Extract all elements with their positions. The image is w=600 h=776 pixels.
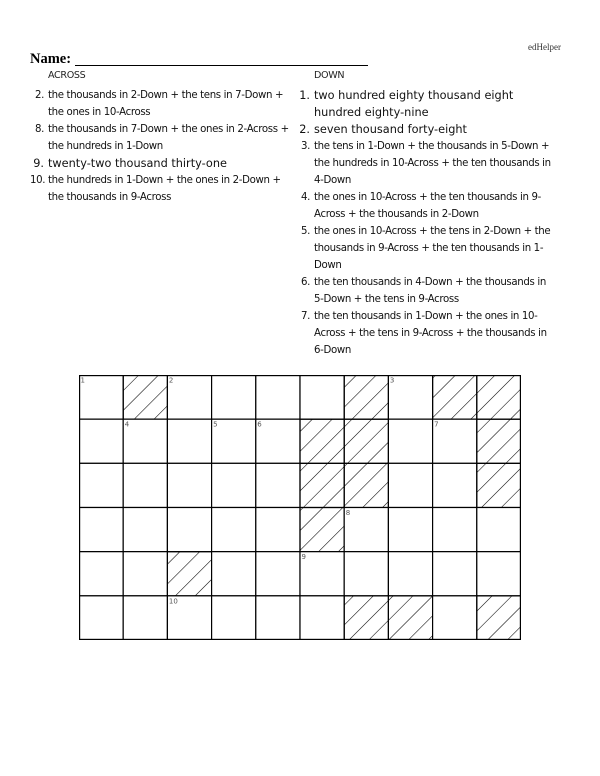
across-clue-8: [30, 121, 292, 155]
down-clue-1: [296, 87, 558, 121]
answer-cell[interactable]: [212, 463, 256, 507]
down-clues: [296, 67, 558, 359]
name-field[interactable]: [75, 65, 368, 66]
answer-cell[interactable]: [477, 508, 521, 552]
across-clue-9: [30, 155, 292, 172]
blocked-cell: [477, 596, 521, 640]
clue-text: the ten thousands in 4-Down + the thousands in 5-Down + the tens in 9-Across: [314, 277, 546, 305]
clue-number: 8.: [34, 124, 44, 135]
cell-number-label: 4: [124, 420, 130, 429]
answer-cell[interactable]: [256, 596, 300, 640]
answer-cell[interactable]: [167, 463, 211, 507]
across-clues: [30, 67, 292, 206]
blocked-cell: [300, 463, 344, 507]
answer-cell[interactable]: [433, 419, 477, 463]
blocked-cell: [344, 463, 388, 507]
answer-cell[interactable]: [123, 419, 167, 463]
clue-number: 3.: [300, 141, 310, 152]
answer-cell[interactable]: [256, 463, 300, 507]
cell-number-label: 1: [80, 376, 85, 385]
answer-cell[interactable]: [300, 552, 344, 596]
down-clue-7: [296, 308, 558, 359]
answer-cell[interactable]: [256, 375, 300, 419]
across-heading: ACROSS: [48, 70, 86, 81]
answer-cell[interactable]: [388, 508, 432, 552]
answer-cell[interactable]: [212, 552, 256, 596]
clue-number: 4.: [300, 192, 310, 203]
cell-number-label: 8: [345, 509, 351, 517]
answer-cell[interactable]: [300, 596, 344, 640]
clue-text: the hundreds in 1-Down + the ones in 2-Down + the thousands in 9-Across: [48, 175, 281, 203]
cell-number-label: 9: [301, 553, 306, 562]
answer-cell[interactable]: [123, 596, 167, 640]
answer-cell[interactable]: [433, 463, 477, 507]
cell-number-label: 10: [168, 597, 178, 606]
answer-cell[interactable]: [388, 375, 432, 419]
blocked-cell: [388, 596, 432, 640]
answer-cell[interactable]: [433, 596, 477, 640]
clue-number: 5.: [300, 226, 310, 237]
clue-text: two hundred eighty thousand eight hundred eighty-nine: [314, 89, 514, 119]
down-clue-list: [296, 87, 558, 359]
blocked-cell: [300, 508, 344, 552]
clue-text: seven thousand forty-eight: [314, 123, 467, 136]
publisher-brand: edHelper: [528, 42, 561, 52]
answer-cell[interactable]: [123, 552, 167, 596]
across-clue-10: [30, 172, 292, 206]
cell-number-label: 5: [213, 420, 218, 429]
answer-cell[interactable]: [79, 508, 123, 552]
answer-cell[interactable]: [123, 463, 167, 507]
answer-cell[interactable]: [388, 552, 432, 596]
across-clue-list: [30, 87, 292, 206]
clue-text: the thousands in 2-Down + the tens in 7-Down + the ones in 10-Across: [48, 90, 284, 118]
clue-number: 10.: [30, 175, 46, 186]
answer-cell[interactable]: [79, 375, 123, 419]
answer-cell[interactable]: [344, 508, 388, 552]
blocked-cell: [477, 375, 521, 419]
answer-cell[interactable]: [477, 552, 521, 596]
answer-cell[interactable]: [79, 552, 123, 596]
down-clue-5: [296, 223, 558, 274]
clue-number: 2.: [299, 123, 310, 136]
clue-text: the thousands in 7-Down + the ones in 2-Across + the hundreds in 1-Down: [48, 124, 289, 152]
down-clue-3: [296, 138, 558, 189]
answer-cell[interactable]: [79, 463, 123, 507]
name-label: Name:: [30, 51, 72, 67]
cell-number-label: 2: [168, 376, 174, 385]
answer-cell[interactable]: [212, 596, 256, 640]
answer-cell[interactable]: [388, 463, 432, 507]
clue-number: 6.: [300, 277, 310, 288]
answer-cell[interactable]: [79, 596, 123, 640]
clue-text: twenty-two thousand thirty-one: [48, 157, 227, 170]
answer-cell[interactable]: [212, 375, 256, 419]
clue-text: the tens in 1-Down + the thousands in 5-Down + the hundreds in 10-Across + the ten thousands in 4-Down: [314, 141, 551, 186]
clue-number: 2.: [34, 90, 44, 101]
answer-cell[interactable]: [212, 419, 256, 463]
clue-number: 7.: [300, 311, 310, 322]
answer-cell[interactable]: [433, 508, 477, 552]
blocked-cell: [477, 419, 521, 463]
grid-canvas: [79, 375, 521, 640]
answer-cell[interactable]: [433, 552, 477, 596]
answer-cell[interactable]: [344, 552, 388, 596]
answer-cell[interactable]: [79, 419, 123, 463]
answer-cell[interactable]: [167, 508, 211, 552]
blocked-cell: [300, 419, 344, 463]
blocked-cell: [344, 375, 388, 419]
clue-number: 9.: [33, 157, 44, 170]
clue-text: the ones in 10-Across + the tens in 2-Down + the thousands in 9-Across + the ten thousands in 1-Down: [314, 226, 551, 271]
crossnumber-grid: [79, 375, 521, 640]
cell-number-label: 7: [434, 420, 439, 429]
blocked-cell: [433, 375, 477, 419]
clue-text: the ones in 10-Across + the ten thousands in 9-Across + the thousands in 2-Down: [314, 192, 541, 220]
clue-text: the ten thousands in 1-Down + the ones in 10-Across + the tens in 9-Across + the thousands in 6-Down: [314, 311, 547, 356]
down-heading: DOWN: [314, 70, 345, 81]
cell-number-label: 3: [389, 376, 395, 385]
blocked-cell: [477, 463, 521, 507]
across-clue-2: [30, 87, 292, 121]
blocked-cell: [344, 596, 388, 640]
answer-cell[interactable]: [212, 508, 256, 552]
down-clue-2: [296, 121, 558, 138]
clue-number: 1.: [299, 89, 310, 102]
cell-number-label: 6: [257, 420, 262, 429]
down-clue-6: [296, 274, 558, 308]
answer-cell[interactable]: [256, 419, 300, 463]
answer-cell[interactable]: [167, 419, 211, 463]
answer-cell[interactable]: [256, 508, 300, 552]
answer-cell[interactable]: [256, 552, 300, 596]
blocked-cell: [167, 552, 211, 596]
blocked-cell: [344, 419, 388, 463]
answer-cell[interactable]: [167, 375, 211, 419]
answer-cell[interactable]: [388, 419, 432, 463]
blocked-cell: [123, 375, 167, 419]
down-clue-4: [296, 189, 558, 223]
answer-cell[interactable]: [123, 508, 167, 552]
answer-cell[interactable]: [300, 375, 344, 419]
